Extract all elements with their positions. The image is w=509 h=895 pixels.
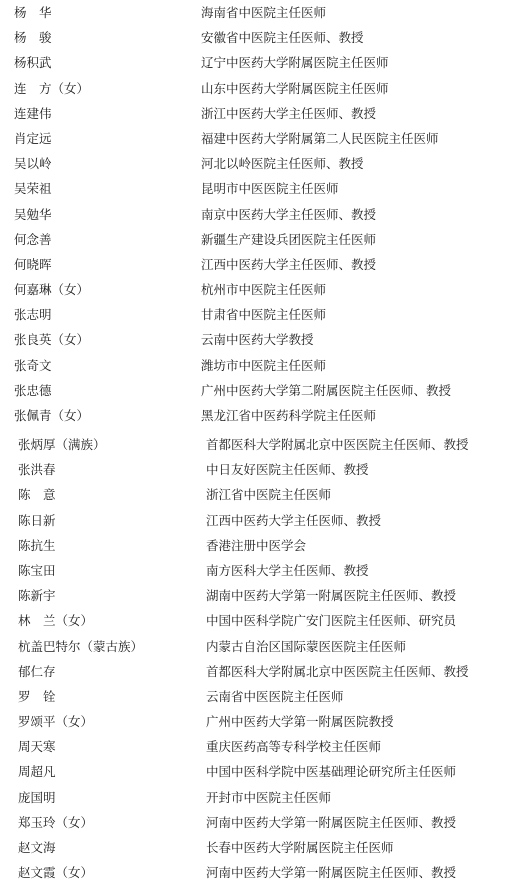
person-affiliation: 江西中医药大学主任医师、教授 [206,512,382,528]
list-item [0,684,509,709]
list-item [0,50,509,75]
person-affiliation: 开封市中医院主任医师 [206,789,332,805]
list-item [0,25,509,50]
person-name: 赵文海 [18,840,56,855]
person-affiliation: 南方医科大学主任医师、教授 [206,562,369,578]
list-item [0,482,509,507]
person-name: 罗 铨 [18,688,56,704]
person-affiliation: 长春中医药大学附属医院主任医师 [206,840,394,855]
person-affiliation: 河南中医药大学第一附属医院主任医师、教授 [206,865,457,881]
person-affiliation: 昆明市中医医院主任医师 [201,181,339,197]
person-name: 陈日新 [18,512,56,528]
person-affiliation: 杭州市中医院主任医师 [201,282,327,298]
person-affiliation: 黑龙江省中医药科学院主任医师 [201,408,377,423]
person-affiliation: 云南中医药大学教授 [201,332,314,348]
person-affiliation: 湖南中医药大学第一附属医院主任医师、教授 [206,588,457,604]
list-item [0,734,509,759]
list-item [0,759,509,784]
person-name: 杨积武 [14,55,52,71]
name-list-part-1 [0,0,509,428]
list-item [0,252,509,277]
list-item [0,353,509,378]
person-affiliation: 甘肃省中医院主任医师 [201,307,327,323]
person-affiliation: 江西中医药大学主任医师、教授 [201,256,377,272]
person-name: 张志明 [14,307,52,323]
person-affiliation: 内蒙古自治区国际蒙医医院主任医师 [206,638,407,654]
person-name: 肖定远 [14,130,52,146]
person-name: 连建伟 [14,105,52,121]
person-affiliation: 广州中医药大学第一附属医院教授 [206,714,394,730]
person-name: 陈抗生 [18,537,56,553]
person-affiliation: 云南省中医医院主任医师 [206,688,344,704]
person-affiliation: 重庆医药高等专科学校主任医师 [206,739,382,755]
person-name: 周天寒 [18,739,56,755]
person-affiliation: 潍坊市中医院主任医师 [201,357,327,373]
person-affiliation: 中国中医科学院广安门医院主任医师、研究员 [206,613,457,629]
person-name: 杭盖巴特尔（蒙古族） [18,638,144,654]
person-name: 张奇文 [14,357,52,373]
list-item [0,302,509,327]
person-name: 杨 华 [14,5,52,20]
list-item [0,327,509,352]
list-item [0,457,509,482]
list-item [0,810,509,835]
person-name: 张炳厚（满族） [18,437,106,452]
person-affiliation: 中日友好医院主任医师、教授 [206,462,369,478]
list-item [0,659,509,684]
person-affiliation: 南京中医药大学主任医师、教授 [201,206,377,222]
list-item [0,608,509,633]
person-affiliation: 浙江中医药大学主任医师、教授 [201,105,377,121]
person-name: 何念善 [14,231,52,247]
list-item [0,126,509,151]
person-name: 杨 骏 [14,30,52,46]
person-name: 陈新宇 [18,588,56,604]
person-name: 吴勉华 [14,206,52,222]
list-item [0,378,509,403]
list-item [0,403,509,428]
list-item [0,176,509,201]
list-item [0,76,509,101]
person-affiliation: 香港注册中医学会 [206,537,307,553]
list-item [0,634,509,659]
person-name: 张忠德 [14,382,52,398]
list-item [0,202,509,227]
person-affiliation: 中国中医科学院中医基础理论研究所主任医师 [206,764,457,780]
list-item [0,0,509,25]
person-name: 庞国明 [18,789,56,805]
person-affiliation: 浙江省中医院主任医师 [206,487,332,503]
list-item [0,835,509,860]
person-name: 林 兰（女） [18,613,94,629]
list-item [0,558,509,583]
person-name: 陈 意 [18,487,56,503]
person-affiliation: 新疆生产建设兵团医院主任医师 [201,231,377,247]
person-name: 张佩青（女） [14,408,90,423]
list-item [0,785,509,810]
list-item [0,709,509,734]
person-affiliation: 首都医科大学附属北京中医医院主任医师、教授 [206,437,469,452]
list-item [0,151,509,176]
person-affiliation: 安徽省中医院主任医师、教授 [201,30,364,46]
list-item [0,432,509,457]
person-affiliation: 首都医科大学附属北京中医医院主任医师、教授 [206,663,469,679]
list-item [0,227,509,252]
person-affiliation: 辽宁中医药大学附属医院主任医师 [201,55,389,71]
person-name: 何晓晖 [14,256,52,272]
list-item [0,583,509,608]
name-list-part-2 [0,432,509,885]
person-name: 陈宝田 [18,562,56,578]
person-affiliation: 山东中医药大学附属医院主任医师 [201,80,389,96]
list-item [0,533,509,558]
list-item [0,277,509,302]
list-item [0,860,509,885]
person-affiliation: 福建中医药大学附属第二人民医院主任医师 [201,130,439,146]
person-name: 张良英（女） [14,332,90,348]
person-name: 郑玉玲（女） [18,814,94,830]
person-name: 周超凡 [18,764,56,780]
person-name: 罗颂平（女） [18,714,94,730]
person-affiliation: 河南中医药大学第一附属医院主任医师、教授 [206,814,457,830]
person-name: 郁仁存 [18,663,56,679]
list-item [0,101,509,126]
person-affiliation: 海南省中医院主任医师 [201,5,327,20]
person-name: 吴以岭 [14,156,52,172]
person-name: 连 方（女） [14,80,90,96]
person-name: 赵文霞（女） [18,865,94,881]
person-name: 张洪春 [18,462,56,478]
person-affiliation: 广州中医药大学第二附属医院主任医师、教授 [201,382,452,398]
person-name: 吴荣祖 [14,181,52,197]
person-name: 何嘉琳（女） [14,282,90,298]
list-item [0,508,509,533]
person-affiliation: 河北以岭医院主任医师、教授 [201,156,364,172]
